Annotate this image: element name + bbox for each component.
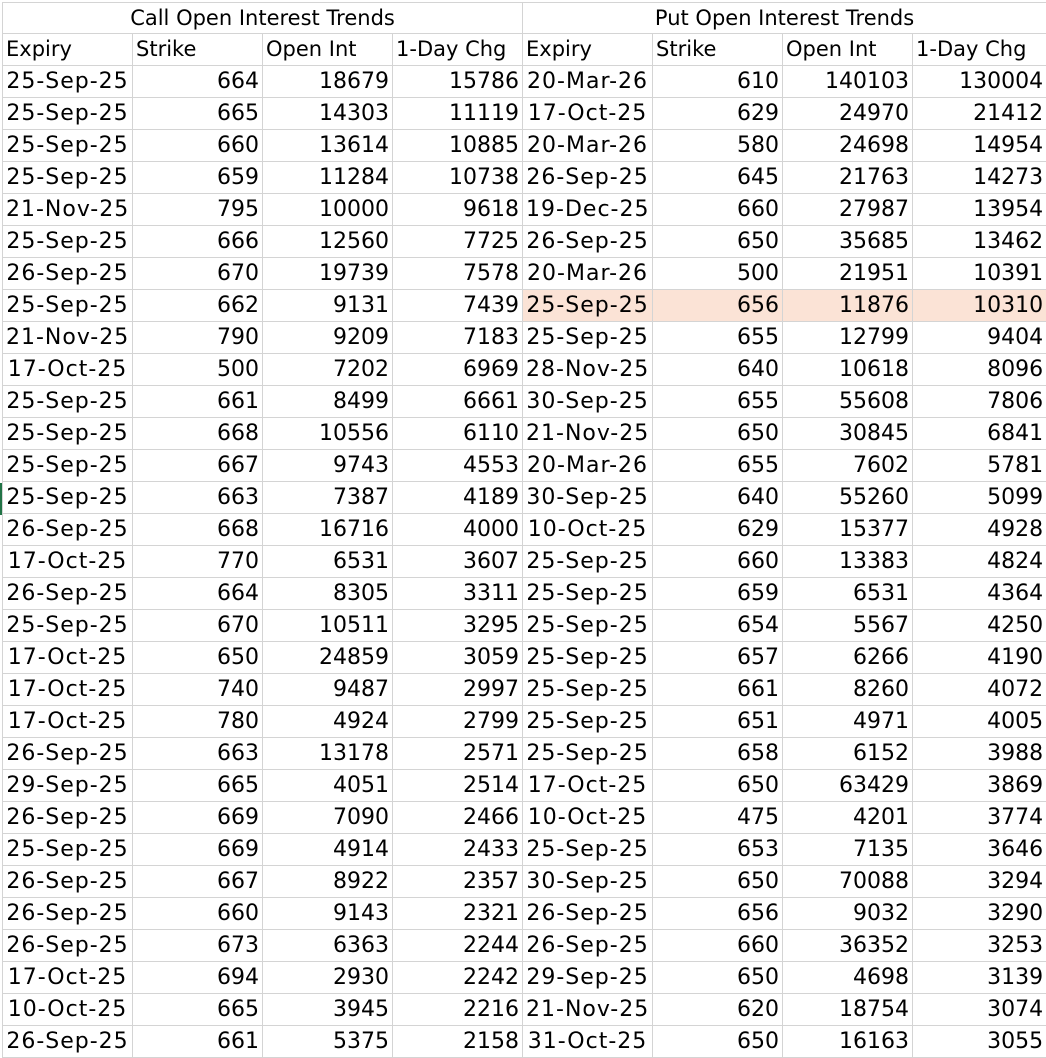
cell-put-1day-chg[interactable]: 5781 xyxy=(913,450,1046,482)
table-row xyxy=(3,866,1046,898)
cell-call-open-int[interactable]: 8305 xyxy=(263,578,393,610)
cell-put-expiry[interactable]: 25-Sep-25 xyxy=(523,642,653,674)
cell-put-1day-chg[interactable]: 4072 xyxy=(913,674,1046,706)
cell-put-expiry[interactable]: 26-Sep-25 xyxy=(523,162,653,194)
cell-put-expiry[interactable]: 20-Mar-26 xyxy=(523,130,653,162)
cell-call-1day-chg[interactable]: 2997 xyxy=(393,674,523,706)
table-row xyxy=(3,226,1046,258)
cell-call-expiry[interactable]: 25-Sep-25 xyxy=(3,834,133,866)
cell-call-expiry[interactable]: 21-Nov-25 xyxy=(3,322,133,354)
table-row xyxy=(3,610,1046,642)
cell-put-strike[interactable]: 629 xyxy=(653,98,783,130)
cell-put-open-int[interactable]: 4698 xyxy=(783,962,913,994)
cell-put-open-int[interactable]: 4201 xyxy=(783,802,913,834)
table-row xyxy=(3,322,1046,354)
cell-call-1day-chg[interactable]: 3059 xyxy=(393,642,523,674)
cell-put-1day-chg[interactable]: 4824 xyxy=(913,546,1046,578)
table-row xyxy=(3,162,1046,194)
cell-call-strike[interactable]: 663 xyxy=(133,738,263,770)
table-row xyxy=(3,130,1046,162)
cell-call-open-int[interactable]: 18679 xyxy=(263,66,393,98)
cell-call-1day-chg[interactable]: 6661 xyxy=(393,386,523,418)
cell-put-expiry[interactable]: 19-Dec-25 xyxy=(523,194,653,226)
cell-put-1day-chg[interactable]: 6841 xyxy=(913,418,1046,450)
table-row xyxy=(3,962,1046,994)
header-call-open-int[interactable]: Open Int xyxy=(263,34,393,66)
cell-put-strike[interactable]: 655 xyxy=(653,450,783,482)
cell-call-strike[interactable]: 669 xyxy=(133,802,263,834)
cell-call-open-int[interactable]: 16716 xyxy=(263,514,393,546)
call-section-title[interactable]: Call Open Interest Trends xyxy=(3,3,523,34)
cell-put-open-int[interactable]: 18754 xyxy=(783,994,913,1026)
cell-call-open-int[interactable]: 7202 xyxy=(263,354,393,386)
table-row xyxy=(3,738,1046,770)
cell-put-open-int[interactable]: 36352 xyxy=(783,930,913,962)
cell-put-strike[interactable]: 645 xyxy=(653,162,783,194)
cell-put-1day-chg[interactable]: 13462 xyxy=(913,226,1046,258)
cell-put-expiry[interactable]: 10-Oct-25 xyxy=(523,802,653,834)
cell-put-strike[interactable]: 659 xyxy=(653,578,783,610)
cell-call-expiry[interactable]: 25-Sep-25 xyxy=(3,66,133,98)
cell-call-1day-chg[interactable]: 7725 xyxy=(393,226,523,258)
cell-put-open-int[interactable]: 140103 xyxy=(783,66,913,98)
cell-call-expiry[interactable]: 25-Sep-25 xyxy=(3,386,133,418)
cell-call-strike[interactable]: 650 xyxy=(133,642,263,674)
table-row xyxy=(3,98,1046,130)
table-row xyxy=(3,482,1046,514)
cell-put-expiry[interactable]: 20-Mar-26 xyxy=(523,258,653,290)
table-row xyxy=(3,898,1046,930)
cell-put-strike[interactable]: 650 xyxy=(653,962,783,994)
column-header-row xyxy=(3,34,1046,66)
cell-call-strike[interactable]: 667 xyxy=(133,450,263,482)
cell-call-1day-chg[interactable]: 6110 xyxy=(393,418,523,450)
table-row xyxy=(3,514,1046,546)
cell-put-1day-chg[interactable]: 3988 xyxy=(913,738,1046,770)
cell-put-1day-chg[interactable]: 130004 xyxy=(913,66,1046,98)
cell-put-1day-chg[interactable]: 3055 xyxy=(913,1026,1046,1058)
cell-call-open-int[interactable]: 8922 xyxy=(263,866,393,898)
cell-call-expiry[interactable]: 26-Sep-25 xyxy=(3,258,133,290)
cell-call-1day-chg[interactable]: 15786 xyxy=(393,66,523,98)
cell-call-open-int[interactable]: 19739 xyxy=(263,258,393,290)
cell-put-open-int[interactable]: 13383 xyxy=(783,546,913,578)
cell-call-expiry[interactable]: 26-Sep-25 xyxy=(3,738,133,770)
cell-call-expiry[interactable]: 17-Oct-25 xyxy=(3,674,133,706)
cell-put-expiry[interactable]: 25-Sep-25 xyxy=(523,610,653,642)
cell-put-expiry[interactable]: 25-Sep-25 xyxy=(523,578,653,610)
cell-call-1day-chg[interactable]: 4553 xyxy=(393,450,523,482)
cell-put-open-int[interactable]: 15377 xyxy=(783,514,913,546)
cell-call-open-int[interactable]: 7387 xyxy=(263,482,393,514)
cell-call-1day-chg[interactable]: 10885 xyxy=(393,130,523,162)
cell-put-1day-chg[interactable]: 3253 xyxy=(913,930,1046,962)
cell-put-strike[interactable]: 657 xyxy=(653,642,783,674)
cell-call-1day-chg[interactable]: 7439 xyxy=(393,290,523,322)
cell-call-open-int[interactable]: 7090 xyxy=(263,802,393,834)
cell-put-open-int[interactable]: 55608 xyxy=(783,386,913,418)
cell-put-expiry[interactable]: 28-Nov-25 xyxy=(523,354,653,386)
cell-put-1day-chg[interactable]: 3774 xyxy=(913,802,1046,834)
cell-call-1day-chg[interactable]: 7578 xyxy=(393,258,523,290)
cell-call-expiry[interactable]: 25-Sep-25 xyxy=(3,162,133,194)
cell-call-1day-chg[interactable]: 2244 xyxy=(393,930,523,962)
cell-put-1day-chg[interactable]: 4005 xyxy=(913,706,1046,738)
cell-put-strike[interactable]: 654 xyxy=(653,610,783,642)
cell-call-open-int[interactable]: 9131 xyxy=(263,290,393,322)
cell-call-1day-chg[interactable]: 2799 xyxy=(393,706,523,738)
cell-call-open-int[interactable]: 8499 xyxy=(263,386,393,418)
cell-put-open-int[interactable]: 5567 xyxy=(783,610,913,642)
cell-put-expiry[interactable]: 30-Sep-25 xyxy=(523,386,653,418)
header-put-expiry[interactable]: Expiry xyxy=(523,34,653,66)
cell-put-open-int[interactable]: 30845 xyxy=(783,418,913,450)
cell-call-1day-chg[interactable]: 2433 xyxy=(393,834,523,866)
cell-put-expiry[interactable]: 25-Sep-25 xyxy=(523,738,653,770)
cell-put-expiry[interactable]: 17-Oct-25 xyxy=(523,98,653,130)
cell-put-strike[interactable]: 656 xyxy=(653,898,783,930)
cell-put-expiry[interactable]: 29-Sep-25 xyxy=(523,962,653,994)
table-row xyxy=(3,1026,1046,1058)
cell-call-expiry[interactable]: 25-Sep-25 xyxy=(3,290,133,322)
cell-call-expiry[interactable]: 26-Sep-25 xyxy=(3,866,133,898)
cell-put-strike[interactable]: 650 xyxy=(653,1026,783,1058)
table-row xyxy=(3,450,1046,482)
cell-call-open-int[interactable]: 10556 xyxy=(263,418,393,450)
cell-call-1day-chg[interactable]: 2321 xyxy=(393,898,523,930)
cell-put-strike[interactable]: 475 xyxy=(653,802,783,834)
cell-put-strike[interactable]: 620 xyxy=(653,994,783,1026)
cell-call-1day-chg[interactable]: 3311 xyxy=(393,578,523,610)
cell-call-1day-chg[interactable]: 2466 xyxy=(393,802,523,834)
cell-put-1day-chg[interactable]: 5099 xyxy=(913,482,1046,514)
cell-put-1day-chg[interactable]: 14273 xyxy=(913,162,1046,194)
cell-call-1day-chg[interactable]: 3295 xyxy=(393,610,523,642)
cell-call-strike[interactable]: 669 xyxy=(133,834,263,866)
cell-call-strike[interactable]: 661 xyxy=(133,1026,263,1058)
cell-call-1day-chg[interactable]: 2158 xyxy=(393,1026,523,1058)
header-call-1day-chg[interactable]: 1-Day Chg xyxy=(393,34,523,66)
table-row xyxy=(3,418,1046,450)
cell-put-open-int[interactable]: 9032 xyxy=(783,898,913,930)
table-row xyxy=(3,770,1046,802)
cell-call-expiry[interactable]: 10-Oct-25 xyxy=(3,994,133,1026)
cell-put-expiry[interactable]: 21-Nov-25 xyxy=(523,418,653,450)
cell-put-open-int[interactable]: 12799 xyxy=(783,322,913,354)
cell-put-open-int[interactable]: 24698 xyxy=(783,130,913,162)
cell-put-1day-chg[interactable]: 3290 xyxy=(913,898,1046,930)
cell-put-1day-chg[interactable]: 4190 xyxy=(913,642,1046,674)
cell-call-1day-chg[interactable]: 2357 xyxy=(393,866,523,898)
cell-call-expiry[interactable]: 26-Sep-25 xyxy=(3,898,133,930)
cell-call-expiry[interactable]: 21-Nov-25 xyxy=(3,194,133,226)
header-put-strike[interactable]: Strike xyxy=(653,34,783,66)
cell-put-strike[interactable]: 655 xyxy=(653,322,783,354)
cell-put-1day-chg[interactable]: 4928 xyxy=(913,514,1046,546)
cell-call-expiry[interactable]: 26-Sep-25 xyxy=(3,578,133,610)
cell-call-strike[interactable]: 665 xyxy=(133,994,263,1026)
cell-put-open-int[interactable]: 24970 xyxy=(783,98,913,130)
cell-call-strike[interactable]: 660 xyxy=(133,130,263,162)
cell-put-open-int[interactable]: 35685 xyxy=(783,226,913,258)
cell-put-1day-chg[interactable]: 9404 xyxy=(913,322,1046,354)
cell-call-1day-chg[interactable]: 2242 xyxy=(393,962,523,994)
cell-call-strike[interactable]: 667 xyxy=(133,866,263,898)
cell-call-open-int[interactable]: 9143 xyxy=(263,898,393,930)
cell-call-strike[interactable]: 670 xyxy=(133,258,263,290)
cell-call-open-int[interactable]: 13614 xyxy=(263,130,393,162)
table-row xyxy=(3,354,1046,386)
cell-call-expiry[interactable]: 25-Sep-25 xyxy=(3,418,133,450)
table-row xyxy=(3,674,1046,706)
cell-call-1day-chg[interactable]: 4000 xyxy=(393,514,523,546)
cell-put-open-int[interactable]: 55260 xyxy=(783,482,913,514)
table-row xyxy=(3,578,1046,610)
table-row xyxy=(3,386,1046,418)
cell-call-1day-chg[interactable]: 2216 xyxy=(393,994,523,1026)
cell-call-expiry[interactable]: 17-Oct-25 xyxy=(3,354,133,386)
cell-put-strike[interactable]: 650 xyxy=(653,770,783,802)
cell-put-expiry[interactable]: 25-Sep-25 xyxy=(523,674,653,706)
cell-put-expiry[interactable]: 26-Sep-25 xyxy=(523,898,653,930)
cell-put-expiry[interactable]: 26-Sep-25 xyxy=(523,930,653,962)
cell-put-strike[interactable]: 650 xyxy=(653,418,783,450)
header-put-1day-chg[interactable]: 1-Day Chg xyxy=(913,34,1046,66)
cell-put-expiry[interactable]: 17-Oct-25 xyxy=(523,770,653,802)
cell-call-open-int[interactable]: 4051 xyxy=(263,770,393,802)
cell-call-open-int[interactable]: 14303 xyxy=(263,98,393,130)
cell-call-strike[interactable]: 500 xyxy=(133,354,263,386)
cell-call-expiry[interactable]: 26-Sep-25 xyxy=(3,1026,133,1058)
cell-call-expiry[interactable]: 29-Sep-25 xyxy=(3,770,133,802)
cell-call-open-int[interactable]: 9743 xyxy=(263,450,393,482)
cell-put-strike[interactable]: 656 xyxy=(653,290,783,322)
cell-put-1day-chg[interactable]: 10391 xyxy=(913,258,1046,290)
cell-call-open-int[interactable]: 4924 xyxy=(263,706,393,738)
cell-put-strike[interactable]: 629 xyxy=(653,514,783,546)
put-section-title[interactable]: Put Open Interest Trends xyxy=(523,3,1046,34)
cell-put-strike[interactable]: 658 xyxy=(653,738,783,770)
table-row xyxy=(3,802,1046,834)
cell-call-expiry[interactable]: 26-Sep-25 xyxy=(3,930,133,962)
cell-put-open-int[interactable]: 4971 xyxy=(783,706,913,738)
cell-call-open-int[interactable]: 12560 xyxy=(263,226,393,258)
cell-put-expiry[interactable]: 20-Mar-26 xyxy=(523,66,653,98)
section-title-row xyxy=(3,3,1046,34)
cell-put-1day-chg[interactable]: 8096 xyxy=(913,354,1046,386)
cell-put-open-int[interactable]: 27987 xyxy=(783,194,913,226)
cell-call-strike[interactable]: 664 xyxy=(133,66,263,98)
cell-put-expiry[interactable]: 20-Mar-26 xyxy=(523,450,653,482)
cell-call-expiry[interactable]: 17-Oct-25 xyxy=(3,706,133,738)
cell-call-expiry[interactable]: 25-Sep-25 xyxy=(3,482,133,514)
cell-put-strike[interactable]: 653 xyxy=(653,834,783,866)
cell-put-expiry[interactable]: 25-Sep-25 xyxy=(523,322,653,354)
cell-put-open-int[interactable]: 6266 xyxy=(783,642,913,674)
cell-put-open-int[interactable]: 7135 xyxy=(783,834,913,866)
cell-call-open-int[interactable]: 6531 xyxy=(263,546,393,578)
cell-call-open-int[interactable]: 5375 xyxy=(263,1026,393,1058)
cell-call-strike[interactable]: 668 xyxy=(133,514,263,546)
cell-call-open-int[interactable]: 10511 xyxy=(263,610,393,642)
cell-call-1day-chg[interactable]: 6969 xyxy=(393,354,523,386)
cell-put-strike[interactable]: 661 xyxy=(653,674,783,706)
cell-put-open-int[interactable]: 11876 xyxy=(783,290,913,322)
cell-put-open-int[interactable]: 6152 xyxy=(783,738,913,770)
cell-call-open-int[interactable]: 11284 xyxy=(263,162,393,194)
cell-call-open-int[interactable]: 2930 xyxy=(263,962,393,994)
cell-put-1day-chg[interactable]: 4364 xyxy=(913,578,1046,610)
cell-call-expiry[interactable]: 17-Oct-25 xyxy=(3,546,133,578)
cell-call-1day-chg[interactable]: 10738 xyxy=(393,162,523,194)
table-row xyxy=(3,194,1046,226)
cell-put-expiry[interactable]: 25-Sep-25 xyxy=(523,546,653,578)
cell-put-1day-chg[interactable]: 21412 xyxy=(913,98,1046,130)
cell-put-expiry[interactable]: 25-Sep-25 xyxy=(523,834,653,866)
cell-put-1day-chg[interactable]: 4250 xyxy=(913,610,1046,642)
header-call-expiry[interactable]: Expiry xyxy=(3,34,133,66)
header-put-open-int[interactable]: Open Int xyxy=(783,34,913,66)
cell-put-open-int[interactable]: 7602 xyxy=(783,450,913,482)
cell-put-strike[interactable]: 640 xyxy=(653,482,783,514)
cell-put-expiry[interactable]: 30-Sep-25 xyxy=(523,482,653,514)
cell-call-strike[interactable]: 668 xyxy=(133,418,263,450)
cell-put-strike[interactable]: 610 xyxy=(653,66,783,98)
cell-put-strike[interactable]: 660 xyxy=(653,546,783,578)
cell-call-strike[interactable]: 660 xyxy=(133,898,263,930)
cell-call-expiry[interactable]: 25-Sep-25 xyxy=(3,610,133,642)
cell-put-open-int[interactable]: 63429 xyxy=(783,770,913,802)
cell-call-1day-chg[interactable]: 11119 xyxy=(393,98,523,130)
cell-put-open-int[interactable]: 6531 xyxy=(783,578,913,610)
cell-call-open-int[interactable]: 10000 xyxy=(263,194,393,226)
cell-call-1day-chg[interactable]: 3607 xyxy=(393,546,523,578)
cell-put-1day-chg[interactable]: 3294 xyxy=(913,866,1046,898)
cell-call-strike[interactable]: 664 xyxy=(133,578,263,610)
cell-call-strike[interactable]: 661 xyxy=(133,386,263,418)
cell-call-strike[interactable]: 659 xyxy=(133,162,263,194)
cell-put-1day-chg[interactable]: 3869 xyxy=(913,770,1046,802)
cell-call-open-int[interactable]: 24859 xyxy=(263,642,393,674)
cell-call-expiry[interactable]: 25-Sep-25 xyxy=(3,450,133,482)
cell-put-strike[interactable]: 655 xyxy=(653,386,783,418)
cell-call-strike[interactable]: 665 xyxy=(133,770,263,802)
table-row xyxy=(3,706,1046,738)
cell-put-expiry[interactable]: 30-Sep-25 xyxy=(523,866,653,898)
cell-put-expiry[interactable]: 10-Oct-25 xyxy=(523,514,653,546)
cell-put-strike[interactable]: 640 xyxy=(653,354,783,386)
cell-call-expiry[interactable]: 26-Sep-25 xyxy=(3,514,133,546)
table-row xyxy=(3,834,1046,866)
cell-call-open-int[interactable]: 6363 xyxy=(263,930,393,962)
cell-put-strike[interactable]: 651 xyxy=(653,706,783,738)
cell-call-1day-chg[interactable]: 7183 xyxy=(393,322,523,354)
cell-call-strike[interactable]: 665 xyxy=(133,98,263,130)
cell-call-1day-chg[interactable]: 2571 xyxy=(393,738,523,770)
table-row xyxy=(3,66,1046,98)
cell-call-strike[interactable]: 790 xyxy=(133,322,263,354)
open-interest-sheet xyxy=(2,2,1046,1058)
table-row xyxy=(3,642,1046,674)
cell-put-open-int[interactable]: 10618 xyxy=(783,354,913,386)
cell-put-strike[interactable]: 660 xyxy=(653,194,783,226)
cell-call-strike[interactable]: 662 xyxy=(133,290,263,322)
cell-put-strike[interactable]: 660 xyxy=(653,930,783,962)
header-call-strike[interactable]: Strike xyxy=(133,34,263,66)
cell-put-expiry[interactable]: 25-Sep-25 xyxy=(523,290,653,322)
cell-call-expiry[interactable]: 17-Oct-25 xyxy=(3,962,133,994)
cell-call-strike[interactable]: 770 xyxy=(133,546,263,578)
cell-put-1day-chg[interactable]: 7806 xyxy=(913,386,1046,418)
cell-put-1day-chg[interactable]: 3139 xyxy=(913,962,1046,994)
cell-put-1day-chg[interactable]: 14954 xyxy=(913,130,1046,162)
cell-put-strike[interactable]: 650 xyxy=(653,226,783,258)
cell-call-1day-chg[interactable]: 2514 xyxy=(393,770,523,802)
cell-put-1day-chg[interactable]: 3074 xyxy=(913,994,1046,1026)
table-row xyxy=(3,290,1046,322)
cell-call-open-int[interactable]: 13178 xyxy=(263,738,393,770)
cell-call-open-int[interactable]: 9209 xyxy=(263,322,393,354)
table-row xyxy=(3,994,1046,1026)
cell-put-open-int[interactable]: 8260 xyxy=(783,674,913,706)
cell-call-1day-chg[interactable]: 4189 xyxy=(393,482,523,514)
cell-put-1day-chg[interactable]: 10310 xyxy=(913,290,1046,322)
cell-put-1day-chg[interactable]: 13954 xyxy=(913,194,1046,226)
cell-call-1day-chg[interactable]: 9618 xyxy=(393,194,523,226)
table-row xyxy=(3,546,1046,578)
cell-put-1day-chg[interactable]: 3646 xyxy=(913,834,1046,866)
cell-put-open-int[interactable]: 21951 xyxy=(783,258,913,290)
cell-call-strike[interactable]: 740 xyxy=(133,674,263,706)
cell-call-expiry[interactable]: 25-Sep-25 xyxy=(3,226,133,258)
cell-put-expiry[interactable]: 25-Sep-25 xyxy=(523,706,653,738)
cell-put-expiry[interactable]: 26-Sep-25 xyxy=(523,226,653,258)
table-row xyxy=(3,930,1046,962)
cell-call-open-int[interactable]: 4914 xyxy=(263,834,393,866)
cell-call-open-int[interactable]: 9487 xyxy=(263,674,393,706)
cell-call-strike[interactable]: 666 xyxy=(133,226,263,258)
table-row xyxy=(3,258,1046,290)
cell-put-open-int[interactable]: 16163 xyxy=(783,1026,913,1058)
cell-call-expiry[interactable]: 25-Sep-25 xyxy=(3,130,133,162)
cell-call-strike[interactable]: 673 xyxy=(133,930,263,962)
cell-call-strike[interactable]: 780 xyxy=(133,706,263,738)
cell-put-open-int[interactable]: 70088 xyxy=(783,866,913,898)
cell-call-expiry[interactable]: 25-Sep-25 xyxy=(3,98,133,130)
cell-call-strike[interactable]: 670 xyxy=(133,610,263,642)
cell-put-open-int[interactable]: 21763 xyxy=(783,162,913,194)
cell-call-strike[interactable]: 694 xyxy=(133,962,263,994)
cell-call-expiry[interactable]: 26-Sep-25 xyxy=(3,802,133,834)
cell-call-strike[interactable]: 663 xyxy=(133,482,263,514)
cell-put-strike[interactable]: 500 xyxy=(653,258,783,290)
cell-put-strike[interactable]: 580 xyxy=(653,130,783,162)
cell-put-expiry[interactable]: 21-Nov-25 xyxy=(523,994,653,1026)
cell-call-strike[interactable]: 795 xyxy=(133,194,263,226)
cell-call-expiry[interactable]: 17-Oct-25 xyxy=(3,642,133,674)
cell-put-expiry[interactable]: 31-Oct-25 xyxy=(523,1026,653,1058)
cell-call-open-int[interactable]: 3945 xyxy=(263,994,393,1026)
cell-put-strike[interactable]: 650 xyxy=(653,866,783,898)
